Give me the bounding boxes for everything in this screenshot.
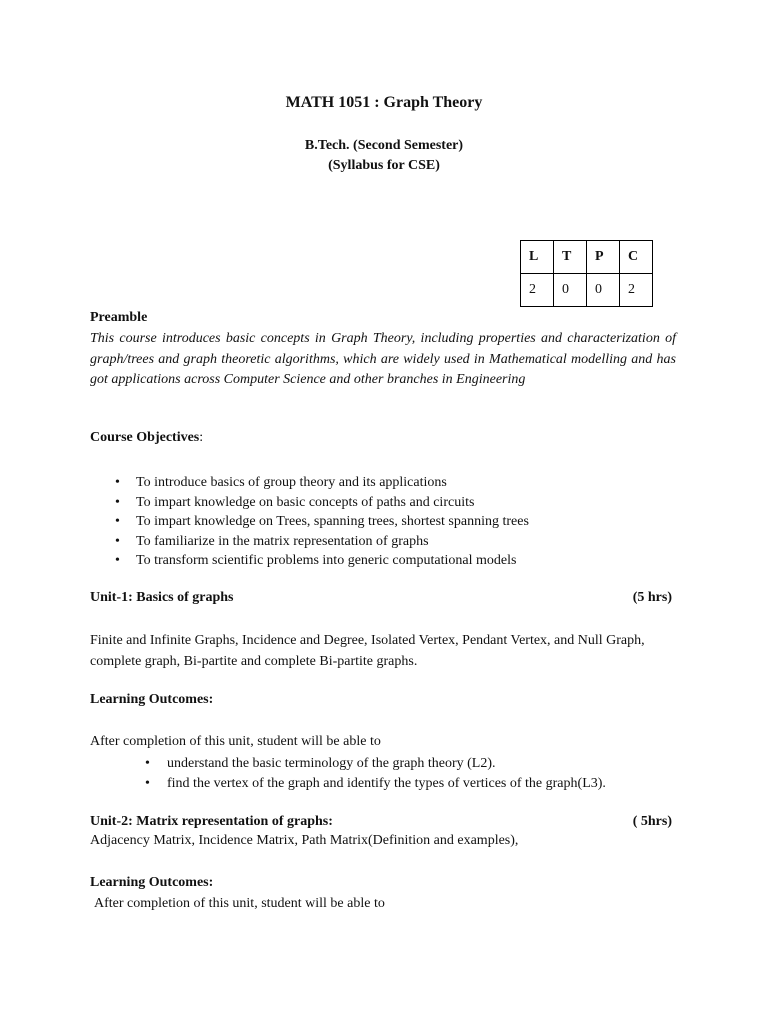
unit2-content: Adjacency Matrix, Incidence Matrix, Path Matrix(Definition and examples),	[90, 833, 519, 848]
ltpc-table	[520, 240, 653, 307]
unit1-content: Finite and Infinite Graphs, Incidence and Degree, Isolated Vertex, Pendant Vertex, and Null Graph, complete graph, Bi-partite and complete Bi-partite graphs.	[90, 633, 645, 669]
bullet-icon: •	[115, 514, 120, 529]
list-item-text: To transform scientific problems into generic computational models	[136, 553, 517, 568]
list-item-text: To familiarize in the matrix representation of graphs	[136, 533, 429, 549]
objectives-list	[90, 473, 529, 571]
unit2-outcomes-intro: After completion of this unit, student will be able to	[94, 896, 385, 911]
unit1-hours: (5 hrs)	[632, 590, 672, 605]
unit2-header	[90, 814, 672, 830]
unit2-outcomes-heading: Learning Outcomes:	[90, 875, 214, 890]
bullet-icon: •	[115, 475, 120, 490]
ltpc-value-cell: 0	[587, 274, 620, 307]
bullet-icon: •	[115, 553, 120, 568]
list-item-text: understand the basic terminology of the graph theory (L2).	[167, 756, 496, 771]
list-item	[90, 774, 606, 794]
preamble-heading: Preamble	[90, 310, 148, 325]
program-label: B.Tech. (Second Semester)	[304, 138, 464, 153]
unit1-outcomes-heading: Learning Outcomes:	[90, 692, 214, 707]
ltpc-value-row	[521, 274, 653, 307]
ltpc-value-cell: 2	[521, 274, 554, 307]
course-title: MATH 1051 : Graph Theory	[285, 94, 483, 111]
list-item	[90, 512, 529, 532]
objectives-heading-colon: :	[199, 430, 204, 445]
ltpc-header-cell: P	[587, 241, 620, 274]
unit1-title: Unit-1: Basics of graphs	[90, 590, 234, 605]
unit1-outcomes-intro: After completion of this unit, student will be able to	[90, 734, 381, 749]
list-item	[90, 551, 529, 571]
ltpc-header-cell: L	[521, 241, 554, 274]
ltpc-value-cell: 2	[620, 274, 653, 307]
objectives-heading	[90, 430, 203, 446]
bullet-icon: •	[145, 756, 150, 771]
unit1-outcomes-list	[90, 754, 606, 794]
ltpc-value-cell: 0	[554, 274, 587, 307]
syllabus-label: (Syllabus for CSE)	[328, 158, 440, 173]
objectives-heading-label: Course Objectives	[90, 430, 200, 445]
list-item-text: To impart knowledge on Trees, spanning trees, shortest spanning trees	[136, 514, 529, 529]
list-item	[90, 473, 529, 493]
list-item-text: To introduce basics of group theory and its applications	[136, 475, 447, 490]
list-item-text: find the vertex of the graph and identify the types of vertices of the graph(L3).	[167, 776, 606, 791]
list-item	[90, 754, 606, 774]
bullet-icon: •	[145, 776, 150, 791]
unit1-header	[90, 590, 672, 606]
list-item	[90, 493, 529, 513]
unit2-title: Unit-2: Matrix representation of graphs:	[90, 814, 333, 829]
bullet-icon: •	[115, 494, 120, 510]
bullet-icon: •	[115, 533, 120, 549]
unit2-hours: ( 5hrs)	[632, 814, 672, 829]
ltpc-header-cell: C	[620, 241, 653, 274]
preamble-text: This course introduces basic concepts in Graph Theory, including properties and characterization of graph/trees and graph theoretic algorithms, which are widely used in Mathematical modelling and has got applications across Computer Science and other branches in Engineering	[90, 331, 676, 387]
list-item	[90, 532, 529, 552]
ltpc-header-row	[521, 241, 653, 274]
list-item-text: To impart knowledge on basic concepts of paths and circuits	[136, 494, 475, 510]
ltpc-header-cell: T	[554, 241, 587, 274]
